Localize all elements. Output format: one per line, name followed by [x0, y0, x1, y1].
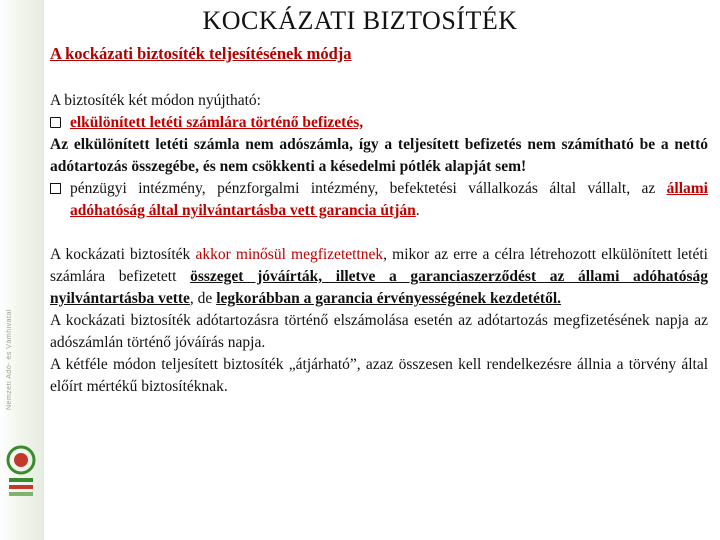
bullet-2-text-start: pénzügyi intézmény, pénzforgalmi intézmény, befektetési vállalkozás által vállalt, az [70, 180, 667, 197]
page-subtitle: A kockázati biztosíték teljesítésének módja [50, 44, 352, 63]
paragraph-2-highlight: akkor minősül megfizetettnek [195, 246, 384, 263]
slide-content [50, 90, 708, 398]
paragraph-2-emphasis-2: legkorábban a garancia érvényességének kezdetétől. [216, 290, 562, 307]
intro-text: A biztosíték két módon nyújtható: [50, 92, 261, 109]
paragraph-2-part-a: A kockázati biztosíték [50, 246, 196, 263]
paragraph-3: A kockázati biztosíték adótartozásra történő elszámolása esetén az adótartozás megfizetésének napja az adószámlán történő jóváírás napja. [50, 312, 708, 351]
bullet-item-2 [50, 178, 708, 222]
paragraph-2-part-b: , mikor az erre a célra létrehozott elkülönített letéti számlára befizetett [50, 246, 708, 285]
page-title: KOCKÁZATI BIZTOSÍTÉK [202, 6, 518, 35]
paragraph-2-emphasis-1: összeget jóváírták, illetve a garanciaszerződést az állami adóhatóság nyilvántartásba vette [50, 268, 708, 307]
bullet-item-1 [50, 112, 708, 134]
bullet-2-text-end: . [415, 202, 420, 219]
bullet-1-text: elkülönített letéti számlára történő befizetés, [70, 114, 364, 131]
checkbox-bullet-icon [50, 183, 61, 194]
nav-logo-icon [4, 420, 38, 520]
paragraph-2-part-c: , de [189, 290, 217, 307]
paragraph-4: A kétféle módon teljesített biztosíték „átjárható”, azaz összesen kell rendelkezésre állnia a törvény által előírt mértékű biztosítéknak. [50, 356, 708, 395]
bullet-2-text-link: állami adóhatóság által nyilvántartásba vett garancia útján [70, 180, 708, 219]
side-vertical-text: Nemzeti Adó- és Vámhivatal [6, 309, 13, 410]
paragraph-2 [50, 244, 708, 310]
paragraph-1: Az elkülönített letéti számla nem adószámla, így a teljesített befizetés nem számítható be a nettó adótartozás összegébe, és nem csökkenti a késedelmi pótlék alapját sem! [50, 136, 708, 175]
checkbox-bullet-icon [50, 117, 61, 128]
